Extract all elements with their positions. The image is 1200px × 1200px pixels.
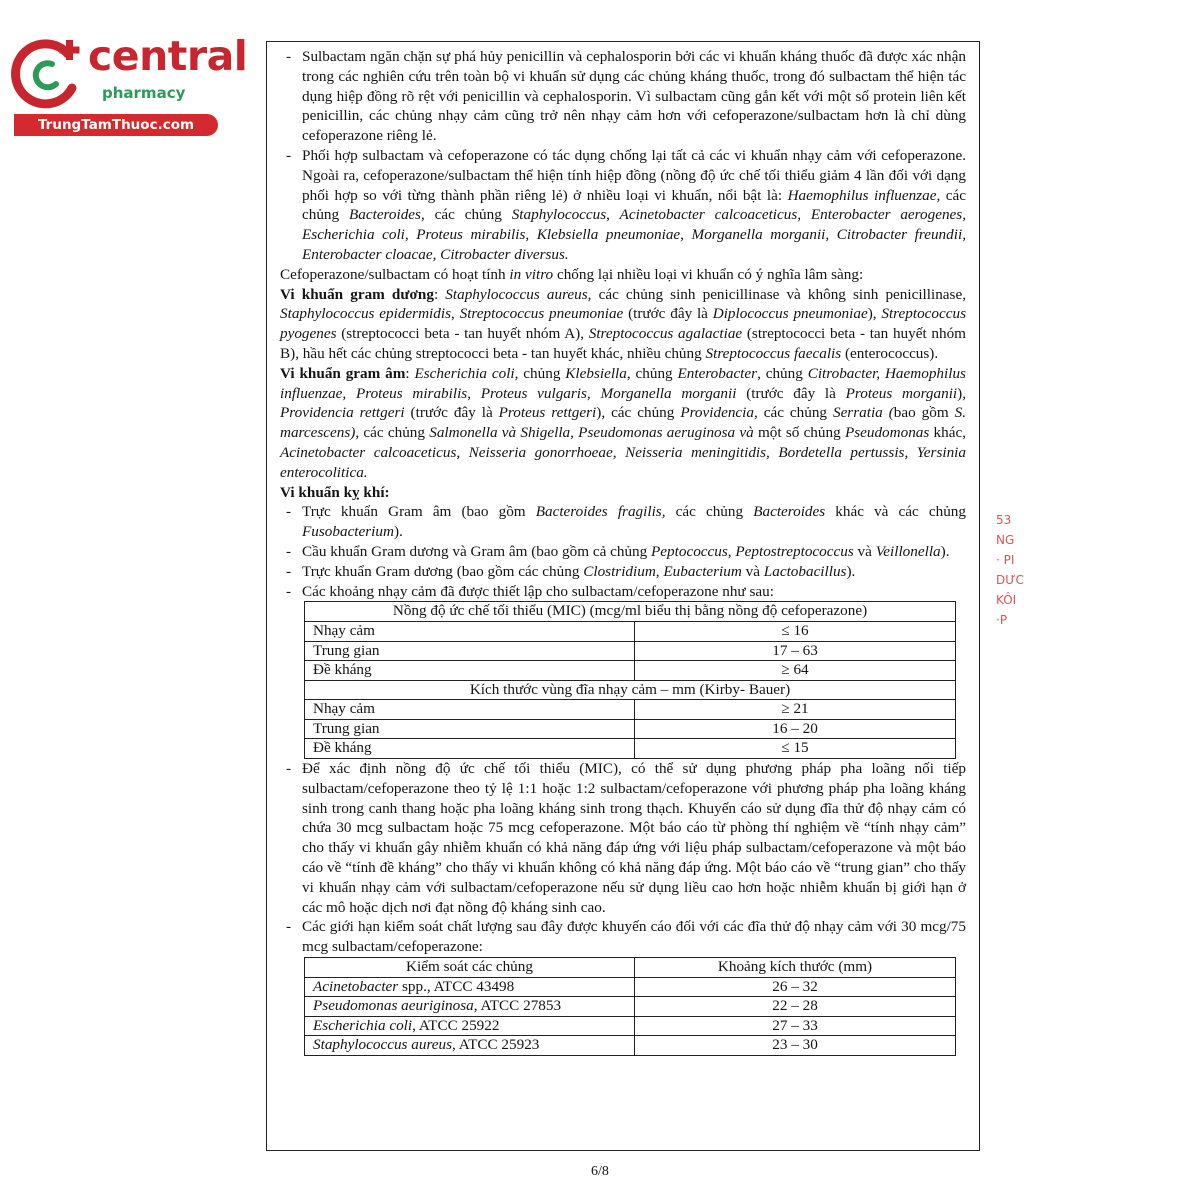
list-item-anaerobe-2: - Cầu khuẩn Gram dương và Gram âm (bao gồm cả chủng Peptococcus, Peptostreptococcus và Veillonella). [280, 542, 966, 562]
table-row [305, 997, 956, 1017]
table-cell-strain: Staphylococcus aureus, ATCC 25923 [305, 1036, 635, 1056]
table-row [305, 1016, 956, 1036]
paragraph-gram-negative: Vi khuẩn gram âm: Escherichia coli, chủng Klebsiella, chủng Enterobacter, chủng Citrobacter, Haemophilus influenzae, Proteus mirabilis, Proteus vulgaris, Morganella morganii (trước đây là Proteus morganii), Providencia rettgeri (trước đây là Proteus rettgeri), các chủng Providencia, các chủng Serratia (bao gồm S. marcescens), các chủng Salmonella và Shigella, Pseudomonas aeruginosa và một số chủng Pseudomonas khác, Acinetobacter calcoaceticus, Neisseria gonorrhoeae, Neisseria meningitidis, Bordetella pertussis, Yersinia enterocolitica. [280, 364, 967, 481]
table-cell-value: ≤ 16 [635, 621, 956, 641]
table-cell-strain: Escherichia coli, ATCC 25922 [305, 1016, 635, 1036]
quality-control-table [304, 957, 956, 1056]
paragraph-in-vitro: Cefoperazone/sulbactam có hoạt tính in vitro chống lại nhiều loại vi khuẩn có ý nghĩa lâm sàng: [280, 265, 864, 283]
section-heading: Vi khuẩn gram âm [280, 364, 406, 382]
section-heading-anaerobes: Vi khuẩn kỵ khí: [280, 483, 390, 501]
table-header-mic: Nồng độ ức chế tối thiểu (MIC) (mcg/ml biểu thị bằng nồng độ cefoperazone) [305, 602, 956, 622]
brand-logo [10, 32, 248, 138]
list-item-anaerobe-3: - Trực khuẩn Gram dương (bao gồm các chủng Clostridium, Eubacterium và Lactobacillus). [280, 562, 966, 582]
table-row [305, 1036, 956, 1056]
table-cell-value: ≤ 15 [635, 739, 956, 759]
page-number: 6/8 [591, 1164, 609, 1179]
susceptibility-table [304, 601, 956, 759]
table-cell-label: Đề kháng [305, 661, 635, 681]
paragraph-synergy: - Phối hợp sulbactam và cefoperazone có tác dụng chống lại tất cả các vi khuẩn nhạy cảm với cefoperazone. Ngoài ra, cefoperazone/sulbactam thể hiện tính hiệp đồng (nồng độ ức chế tối thiểu giảm 4 lần đối với dạng phối hợp so với từng thành phần riêng lẻ) ở nhiều loại vi khuẩn, nổi bật là: Haemophilus influenzae, các chủng Bacteroides, các chủng Staphylococcus, Acinetobacter calcoaceticus, Enterobacter aerogenes, Escherichia coli, Proteus mirabilis, Klebsiella pneumoniae, Morganella morganii, Citrobacter freundii, Enterobacter cloacae, Citrobacter diversus. [280, 146, 966, 265]
table-cell-range: 22 – 28 [635, 997, 956, 1017]
red-stamp [996, 510, 1028, 670]
table-header-zone: Kích thước vùng đĩa nhạy cảm – mm (Kirby- Bauer) [305, 680, 956, 700]
brand-name: central [88, 32, 248, 80]
table-row [305, 641, 956, 661]
table-row [305, 621, 956, 641]
table-cell-value: 16 – 20 [635, 719, 956, 739]
paragraph-gram-positive: Vi khuẩn gram dương: Staphylococcus aureus, các chủng sinh penicillinase và không sinh penicillinase, Staphylococcus epidermidis, Streptococcus pneumoniae (trước đây là Diplococcus pneumoniae), Streptococcus pyogenes (streptococci beta - tan huyết nhóm A), Streptococcus agalactiae (streptococci beta - tan huyết nhóm B), hầu hết các chủng streptococci beta - tan huyết khác, nhiều chủng Streptococcus faecalis (enterococcus). [280, 285, 966, 362]
document-body [280, 47, 966, 1056]
table-row [305, 719, 956, 739]
table-row [305, 739, 956, 759]
brand-sub: pharmacy [102, 84, 186, 102]
table-cell-range: 23 – 30 [635, 1036, 956, 1056]
table-header-range: Khoảng kích thước (mm) [635, 958, 956, 978]
list-item-ranges-intro: - Các khoảng nhạy cảm đã được thiết lập cho sulbactam/cefoperazone như sau: [280, 582, 966, 602]
paragraph-mic-method: - Để xác định nồng độ ức chế tối thiểu (MIC), có thể sử dụng phương pháp pha loãng nối tiếp sulbactam/cefoperazone theo tỷ lệ 1:1 hoặc 1:2 sulbactam/cefoperazone với phương pháp pha loãng kháng sinh trong canh thang hoặc pha loãng kháng sinh trong thạch. Khuyến cáo sử dụng đĩa thử độ nhạy cảm có chứa 30 mcg sulbactam hoặc 75 mcg cefoperazone. Một báo cáo từ phòng thí nghiệm về “tính nhạy cảm” cho thấy vi khuẩn gây nhiễm khuẩn có khả năng đáp ứng với liệu pháp sulbactam/cefoperazone và một báo cáo về “tính đề kháng” cho thấy vi khuẩn không có khả năng đáp ứng. Một báo cáo về “trung gian” cho thấy vi khuẩn nhạy cảm với sulbactam/cefoperazone nếu sử dụng liều cao hơn hoặc nhiễm khuẩn bị giới hạn ở các mô hoặc dịch nơi đạt nồng độ kháng sinh cao. [280, 759, 966, 917]
paragraph-qc-intro: - Các giới hạn kiểm soát chất lượng sau đây được khuyến cáo đối với các đĩa thử độ nhạy cảm với 30 mcg/75 mcg sulbactam/cefoperazone: [280, 917, 966, 957]
table-row [305, 700, 956, 720]
table-cell-value: ≥ 64 [635, 661, 956, 681]
table-cell-label: Đề kháng [305, 739, 635, 759]
brand-url[interactable]: TrungTamThuoc.com [14, 114, 218, 136]
table-cell-label: Trung gian [305, 641, 635, 661]
list-item-anaerobe-1: - Trực khuẩn Gram âm (bao gồm Bacteroides fragilis, các chủng Bacteroides khác và các chủng Fusobacterium). [280, 502, 966, 542]
table-cell-label: Nhạy cảm [305, 700, 635, 720]
stamp-line: 53 [996, 513, 1012, 527]
stamp-line: NG [996, 533, 1015, 547]
table-cell-range: 27 – 33 [635, 1016, 956, 1036]
stamp-line: · PI [996, 553, 1015, 567]
section-heading: Vi khuẩn gram dương [280, 285, 434, 303]
table-row [305, 661, 956, 681]
table-cell-label: Nhạy cảm [305, 621, 635, 641]
table-cell-strain: Pseudomonas aeuriginosa, ATCC 27853 [305, 997, 635, 1017]
table-cell-label: Trung gian [305, 719, 635, 739]
table-row [305, 680, 956, 700]
table-cell-strain: Acinetobacter spp., ATCC 43498 [305, 977, 635, 997]
table-row [305, 602, 956, 622]
table-row [305, 958, 956, 978]
table-cell-value: ≥ 21 [635, 700, 956, 720]
table-cell-range: 26 – 32 [635, 977, 956, 997]
central-logo-icon [10, 38, 90, 114]
stamp-line: KÔI [996, 593, 1017, 607]
stamp-line: DƯC [996, 573, 1024, 587]
table-header-strains: Kiểm soát các chủng [305, 958, 635, 978]
table-cell-value: 17 – 63 [635, 641, 956, 661]
table-row [305, 977, 956, 997]
paragraph-sulbactam-mechanism: - Sulbactam ngăn chặn sự phá hủy penicillin và cephalosporin bởi các vi khuẩn kháng thuốc đã được xác nhận trong các nghiên cứu trên toàn bộ vi khuẩn sử dụng các chủng kháng thuốc, trong đó sulbactam thể hiện tác dụng hiệp đồng rõ rệt với penicillin và cephalosporin. Vì sulbactam cũng gắn kết với một số protein liên kết penicillin, các chủng nhạy cảm cũng trở nên nhạy cảm hơn với cefoperazone/sulbactam hơn là chỉ dùng cefoperazone riêng lẻ. [280, 47, 966, 146]
stamp-line: ·P [996, 613, 1008, 627]
